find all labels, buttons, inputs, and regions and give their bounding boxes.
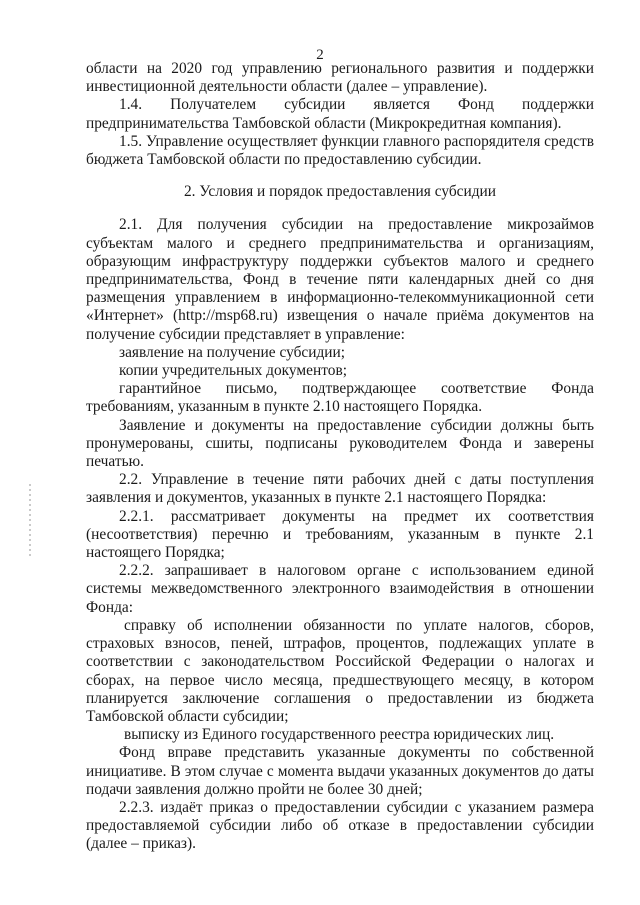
paragraph-2-2-1: 2.2.1. рассматривает документы на предмет их соответствия (несоответствия) перечню и требованиям, указанным в пункте 2.1 настоящего Порядка; (86, 507, 594, 562)
paragraph-2-1: 2.1. Для получения субсидии на предоставление микрозаймов субъектам малого и среднего предпринимательства и организациям, образующим инфраструктуру поддержки субъектов малого и среднего предпринимательства, Фонд в течение пяти календарных дней со дня размещения управлением в информационно-телекоммуникационной сети «Интернет» (http://msp68.ru) извещения о начале приёма документов на получение субсидии представляет в управление: (86, 216, 594, 343)
paragraph-2-2-3: 2.2.3. издаёт приказ о предоставлении субсидии с указанием размера предоставляемой субсидии либо об отказе в предоставлении субсидии (далее – приказ). (86, 798, 594, 853)
paragraph-1-4: 1.4. Получателем субсидии является Фонд поддержки предпринимательства Тамбовской области (Микрокредитная компания). (86, 96, 594, 132)
list-item-application: заявление на получение субсидии; (119, 343, 346, 361)
paragraph-own-initiative: Фонд вправе представить указанные документы по собственной инициативе. В этом случае с момента выдачи указанных документов до даты подачи заявления должно пройти не более 30 дней; (86, 744, 594, 798)
paragraph-documents-requirements: Заявление и документы на предоставление субсидии должны быть пронумерованы, сшиты, подписаны руководителем Фонда и заверены печатью. (86, 416, 594, 471)
list-item-registry-extract: выписку из Единого государственного реестра юридических лиц. (124, 726, 555, 744)
paragraph-1-3-continuation: области на 2020 год управлению регионального развития и поддержки инвестиционной деятельности области (далее – управление). (86, 60, 594, 96)
scan-margin-mark (29, 484, 31, 558)
list-item-tax-certificate: справку об исполнении обязанности по уплате налогов, сборов, страховых взносов, пеней, штрафов, процентов, подлежащих уплате в соответствии с законодательством Российской Федерации о налогах и сборах, на первое число месяца, предшествующего месяцу, в котором планируется заключение соглашения о предоставлении из бюджета Тамбовской области субсидии; (86, 616, 594, 725)
document-body (86, 60, 594, 854)
list-item-founding-documents: копии учредительных документов; (119, 362, 347, 380)
paragraph-2-2: 2.2. Управление в течение пяти рабочих дней с даты поступления заявления и документов, указанных в пункте 2.1 настоящего Порядка: (86, 471, 594, 507)
page-number: 2 (316, 47, 324, 63)
section-heading-2: 2. Условия и порядок предоставления субсидии (183, 183, 497, 201)
list-item-guarantee-letter: гарантийное письмо, подтверждающее соответствие Фонда требованиям, указанным в пункте 2.10 настоящего Порядка. (86, 380, 594, 416)
paragraph-1-5: 1.5. Управление осуществляет функции главного распорядителя средств бюджета Тамбовской области по предоставлению субсидии. (86, 132, 594, 169)
paragraph-2-2-2: 2.2.2. запрашивает в налоговом органе с использованием единой системы межведомственного электронного взаимодействия в отношении Фонда: (86, 562, 594, 616)
